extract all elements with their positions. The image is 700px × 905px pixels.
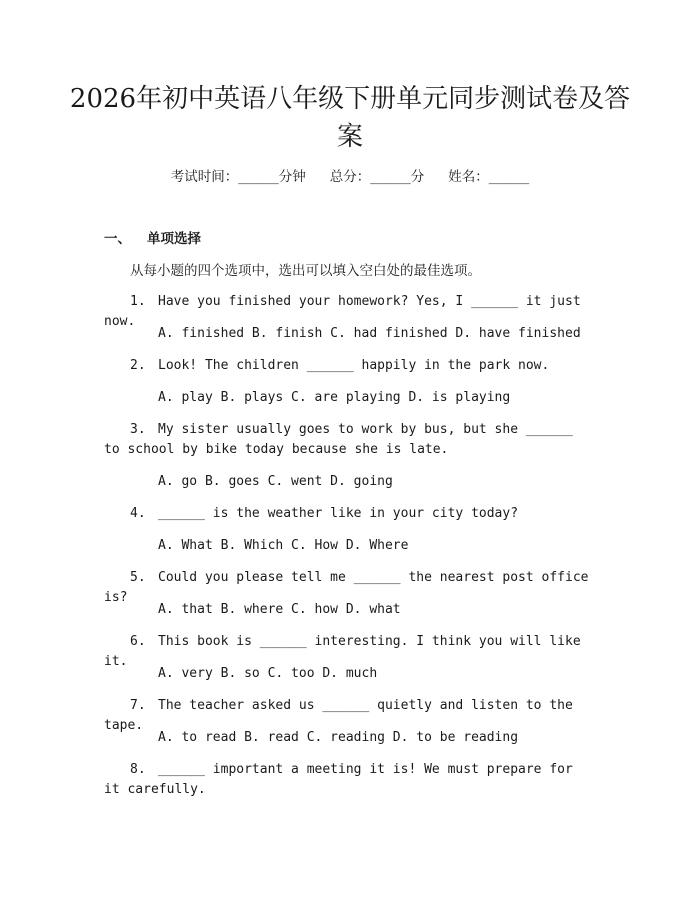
question-3 [104, 420, 594, 460]
question-number: 8. [130, 762, 146, 777]
section-heading [104, 229, 201, 249]
question-number: 5. [130, 570, 146, 585]
student-name: 姓名：______ [448, 169, 530, 185]
section-title: 单项选择 [147, 231, 201, 247]
page-title: 2026年初中英语八年级下册单元同步测试卷及答案 [69, 84, 631, 152]
question-text: ______ important a meeting it is! We must prepare for it carefully. [104, 762, 573, 797]
question-text: Could you please tell me ______ the nearest post office is? [104, 570, 589, 605]
question-1-options: A. finished B. finish C. had finished D. have finished [158, 326, 581, 341]
section-number: 一、 [104, 231, 131, 247]
question-text: The teacher asked us ______ quietly and listen to the tape. [104, 698, 573, 733]
question-text: Have you finished your homework? Yes, I ______ it just now. [104, 294, 581, 329]
question-2 [104, 356, 594, 376]
question-text: ______ is the weather like in your city today? [158, 506, 519, 521]
question-number: 2. [130, 358, 146, 373]
question-number: 7. [130, 698, 146, 713]
question-6-options: A. very B. so C. too D. much [158, 666, 378, 681]
question-4 [104, 504, 594, 524]
question-text: Look! The children ______ happily in the park now. [158, 358, 550, 373]
question-4-options: A. What B. Which C. How D. Where [158, 538, 409, 553]
question-number: 3. [130, 422, 146, 437]
section-instruction: 从每小题的四个选项中，选出可以填入空白处的最佳选项。 [130, 263, 481, 279]
exam-total-score: 总分：______分 [329, 169, 425, 185]
question-3-options: A. go B. goes C. went D. going [158, 474, 393, 489]
question-7-options: A. to read B. read C. reading D. to be reading [158, 730, 519, 745]
question-number: 4. [130, 506, 146, 521]
exam-time: 考试时间：______分钟 [170, 169, 306, 185]
question-5-options: A. that B. where C. how D. what [158, 602, 401, 617]
question-number: 1. [130, 294, 146, 309]
question-text: This book is ______ interesting. I think you will like it. [104, 634, 581, 669]
exam-meta [0, 167, 700, 187]
question-text: My sister usually goes to work by bus, but she ______ to school by bike today because she is late. [104, 422, 573, 457]
question-2-options: A. play B. plays C. are playing D. is playing [158, 390, 511, 405]
question-8 [104, 760, 594, 800]
question-number: 6. [130, 634, 146, 649]
